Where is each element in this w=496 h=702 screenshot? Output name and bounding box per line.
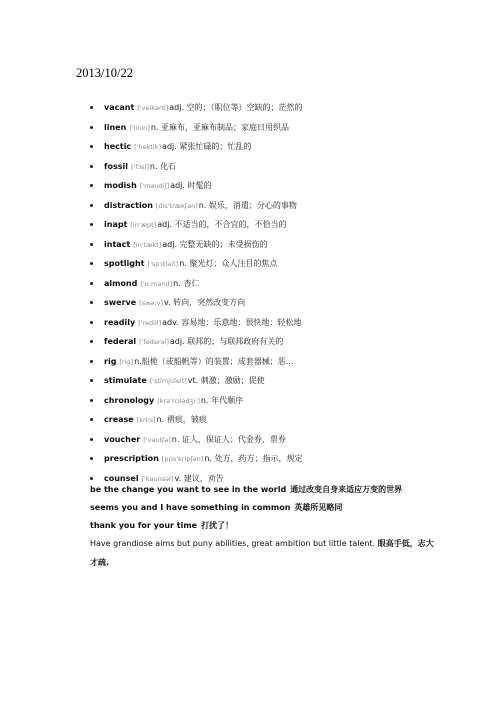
- vocab-phonetic: [krə'nɔlədʒi:]: [157, 396, 200, 405]
- vocab-item: [90, 332, 470, 352]
- vocab-phonetic: ['ɑ:mənd]: [140, 279, 173, 288]
- phrase-chinese: 英雄所见略同: [294, 503, 343, 512]
- vocab-phonetic: ['məudiʃ]: [139, 182, 170, 190]
- vocab-definition: vt. 刺激；激励；促使: [187, 376, 265, 385]
- vocab-item: [90, 157, 470, 177]
- bullet-icon: [90, 418, 93, 421]
- vocab-definition: n. 聚光灯；众人注目的焦点: [179, 259, 278, 268]
- vocab-word: federal: [104, 337, 137, 346]
- vocab-phonetic: ['fedərəl]: [139, 338, 169, 346]
- bullet-icon: [90, 301, 93, 304]
- vocab-phonetic: [kri:s]: [136, 416, 156, 424]
- bullet-icon: [90, 399, 93, 402]
- vocab-word: crease: [104, 415, 134, 424]
- vocab-item: [90, 98, 470, 118]
- vocab-definition: n. 褶痕，皱痕: [156, 415, 207, 424]
- bullet-icon: [90, 204, 93, 207]
- vocab-item: [90, 371, 470, 391]
- vocab-definition: n. 亚麻布，亚麻布制品；家庭日用织品: [150, 122, 289, 132]
- vocab-definition: v. 转向，突然改变方向: [163, 298, 246, 307]
- closing-paragraph: [90, 534, 440, 572]
- phrase-line: [90, 520, 233, 531]
- bullet-icon: [90, 477, 93, 480]
- vocab-definition: v. 建议，劝告: [174, 473, 224, 483]
- vocab-word: rig: [104, 356, 117, 366]
- vocab-word: almond: [104, 278, 138, 288]
- vocab-definition: n. 娱乐，消遣；分心的事物: [198, 200, 297, 210]
- vocab-item: [90, 254, 470, 274]
- vocab-item: [90, 313, 470, 333]
- bullet-icon: [90, 243, 93, 246]
- vocab-item: [90, 391, 470, 411]
- closing-chinese: 眼高手低，志大才疏.: [90, 539, 434, 567]
- vocab-item: [90, 430, 470, 450]
- vocab-word: readily: [104, 317, 136, 327]
- phrase-line: [90, 502, 342, 513]
- vocab-item: [90, 176, 470, 196]
- vocab-phonetic: ['kaunsəl]: [141, 474, 174, 483]
- vocab-word: linen: [104, 122, 127, 132]
- vocab-word: swerve: [104, 298, 137, 307]
- vocab-item: [90, 215, 470, 235]
- bullet-icon: [90, 282, 93, 285]
- vocab-phonetic: [swə:v]: [139, 299, 163, 307]
- vocab-definition: n. 化石: [149, 161, 177, 171]
- bullet-icon: [90, 262, 93, 265]
- vocab-definition: n. 年代顺序: [200, 395, 244, 405]
- vocab-word: inapt: [104, 220, 128, 229]
- bullet-icon: [90, 145, 93, 148]
- bullet-icon: [90, 340, 93, 343]
- vocab-item: [90, 293, 470, 313]
- vocab-phonetic: [in'tækt]: [133, 240, 162, 249]
- vocab-word: distraction: [104, 200, 153, 210]
- vocab-word: hectic: [104, 142, 132, 151]
- vocab-word: voucher: [104, 434, 141, 444]
- vocab-item: [90, 137, 470, 157]
- vocab-phonetic: ['stimjuleit]: [149, 377, 187, 385]
- bullet-icon: [90, 360, 93, 363]
- vocab-definition: n. 证人，保证人；代金券，票券: [171, 434, 286, 444]
- vocab-item: [90, 449, 470, 469]
- vocab-item: [90, 352, 470, 372]
- bullet-icon: [90, 438, 93, 441]
- vocab-definition: n. 处方，药方；指示，规定: [204, 454, 303, 463]
- vocab-item: [90, 274, 470, 294]
- phrase-english: seems you and I have something in common: [90, 503, 291, 512]
- vocab-word: spotlight: [104, 259, 145, 268]
- vocab-word: counsel: [104, 473, 139, 483]
- vocab-phonetic: ['hektik]: [134, 143, 162, 151]
- bullet-icon: [90, 223, 93, 226]
- vocab-phonetic: ['linin]: [129, 123, 150, 132]
- vocab-item: [90, 410, 470, 430]
- phrase-line: [90, 484, 402, 495]
- vocab-definition: adj. 不适当的，不合宜的，不恰当的: [157, 220, 287, 229]
- vocab-phonetic: ['veikənt]: [137, 104, 169, 112]
- bullet-icon: [90, 106, 93, 109]
- vocab-item: [90, 235, 470, 255]
- vocab-definition: adj. 联邦的；与联邦政府有关的: [169, 337, 284, 346]
- vocab-definition: adj. 完整无缺的；未受损伤的: [162, 239, 268, 249]
- vocab-definition: adv. 容易地；乐意地；很快地；轻松地: [162, 317, 302, 327]
- vocab-word: chronology: [104, 395, 155, 405]
- vocab-definition: adj. 空的；（职位等）空缺的；茫然的: [169, 103, 303, 112]
- phrase-chinese: 通过改变自身来适应万变的世界: [290, 485, 403, 494]
- vocab-phonetic: ['spɔtlait]: [147, 260, 179, 268]
- vocab-definition: n. 杏仁: [173, 278, 200, 288]
- vocab-word: prescription: [104, 454, 159, 463]
- vocab-word: stimulate: [104, 376, 147, 385]
- phrase-english: thank you for your time: [90, 521, 198, 530]
- phrase-chinese: 打扰了！: [201, 521, 234, 530]
- vocab-phonetic: [dis'trækʃən]: [155, 201, 198, 210]
- bullet-icon: [90, 126, 93, 129]
- vocab-phonetic: [in'æpt]: [130, 221, 157, 229]
- vocab-item: [90, 196, 470, 216]
- vocab-phonetic: [pris'kripʃən]: [161, 455, 204, 463]
- bullet-icon: [90, 379, 93, 382]
- bullet-icon: [90, 321, 93, 324]
- vocab-phonetic: [rig]: [119, 357, 134, 366]
- vocab-definition: n.船桅（或船帆等）的装置；成套器械；恶...: [134, 356, 294, 366]
- bullet-icon: [90, 457, 93, 460]
- vocab-phonetic: ['fɔsl]: [130, 162, 149, 171]
- vocab-word: fossil: [104, 161, 128, 171]
- vocab-phonetic: ['redili]: [138, 318, 162, 327]
- phrase-english: be the change you want to see in the world: [90, 485, 287, 494]
- bullet-icon: [90, 184, 93, 187]
- bullet-icon: [90, 165, 93, 168]
- vocab-definition: adj. 紧张忙碌的；忙乱的: [162, 142, 252, 151]
- vocab-word: intact: [104, 239, 131, 249]
- vocab-item: [90, 118, 470, 138]
- vocab-definition: adj. 时髦的: [170, 181, 212, 190]
- document-date: 2013/10/22: [76, 66, 133, 80]
- vocab-word: modish: [104, 181, 137, 190]
- vocabulary-list: [90, 98, 470, 488]
- vocab-word: vacant: [104, 103, 135, 112]
- vocab-phonetic: ['vautʃə]: [143, 435, 171, 444]
- closing-english: Have grandiose aims but puny abilities, great ambition but little talent.: [90, 539, 376, 548]
